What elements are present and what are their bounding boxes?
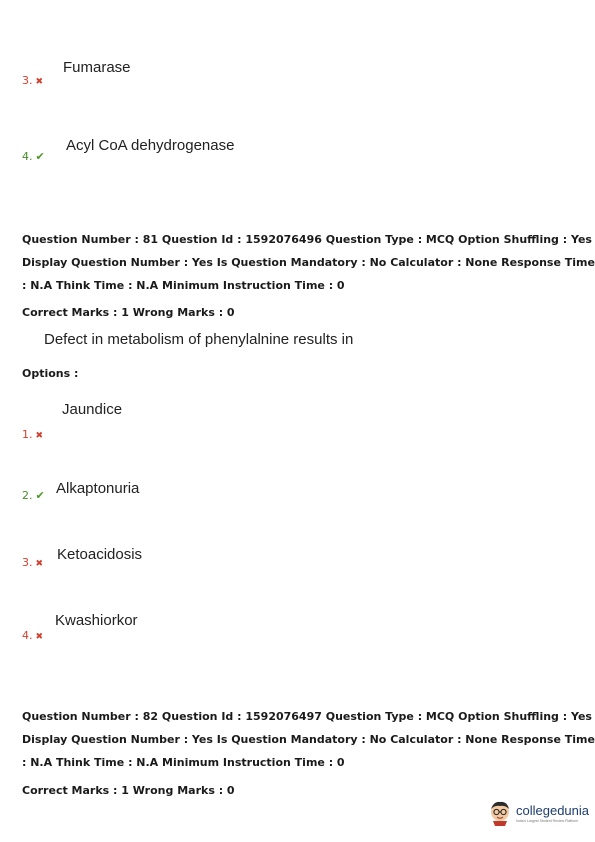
q82-meta-line2: Display Question Number : Yes Is Question Mandatory : No Calculator : None Response Time xyxy=(22,733,595,746)
prev-option-3-text: Fumarase xyxy=(63,59,131,76)
prev-option-3-marker xyxy=(22,74,43,87)
option-number: 3. xyxy=(22,556,33,569)
q82-meta-line1: Question Number : 82 Question Id : 1592076497 Question Type : MCQ Option Shuffling : Yes xyxy=(22,710,592,723)
option-number: 2. xyxy=(22,489,33,502)
logo-text-group xyxy=(516,803,589,823)
cross-icon: ✖ xyxy=(35,632,44,642)
option-number: 1. xyxy=(22,428,33,441)
q81-meta-line2: Display Question Number : Yes Is Question Mandatory : No Calculator : None Response Time xyxy=(22,256,595,269)
q81-option-2-text: Alkaptonuria xyxy=(56,480,140,497)
cross-icon: ✖ xyxy=(35,431,44,441)
q82-meta xyxy=(22,705,595,774)
q81-marks: Correct Marks : 1 Wrong Marks : 0 xyxy=(22,306,235,319)
cross-icon: ✖ xyxy=(35,77,44,87)
q82-meta-line3: : N.A Think Time : N.A Minimum Instruction Time : 0 xyxy=(22,756,345,769)
q81-option-3-text: Ketoacidosis xyxy=(57,546,143,563)
option-number: 4. xyxy=(22,150,33,163)
q82-marks: Correct Marks : 1 Wrong Marks : 0 xyxy=(22,784,235,797)
prev-option-4-marker xyxy=(22,150,45,163)
check-icon: ✔ xyxy=(35,150,45,163)
q81-option-1-marker xyxy=(22,428,43,441)
q81-option-1-text: Jaundice xyxy=(62,401,123,418)
q81-option-2-marker xyxy=(22,489,45,502)
q81-option-4-marker xyxy=(22,629,43,642)
check-icon: ✔ xyxy=(35,489,45,502)
option-number: 4. xyxy=(22,629,33,642)
q81-option-4-text: Kwashiorkor xyxy=(55,612,138,629)
q81-options-label: Options : xyxy=(22,367,79,380)
cross-icon: ✖ xyxy=(35,559,44,569)
logo-tagline: India's Largest Student Review Platform xyxy=(516,819,579,823)
prev-option-4-text: Acyl CoA dehydrogenase xyxy=(66,137,235,154)
q81-meta-line1: Question Number : 81 Question Id : 1592076496 Question Type : MCQ Option Shuffling : Yes xyxy=(22,233,592,246)
logo-name: collegedunia xyxy=(516,803,590,818)
q81-meta-line3: : N.A Think Time : N.A Minimum Instruction Time : 0 xyxy=(22,279,345,292)
option-number: 3. xyxy=(22,74,33,87)
q81-question-text: Defect in metabolism of phenylalnine results in xyxy=(44,331,354,348)
collegedunia-logo xyxy=(488,800,589,826)
q81-option-3-marker xyxy=(22,556,43,569)
q81-meta xyxy=(22,228,595,297)
mascot-icon xyxy=(488,800,512,826)
